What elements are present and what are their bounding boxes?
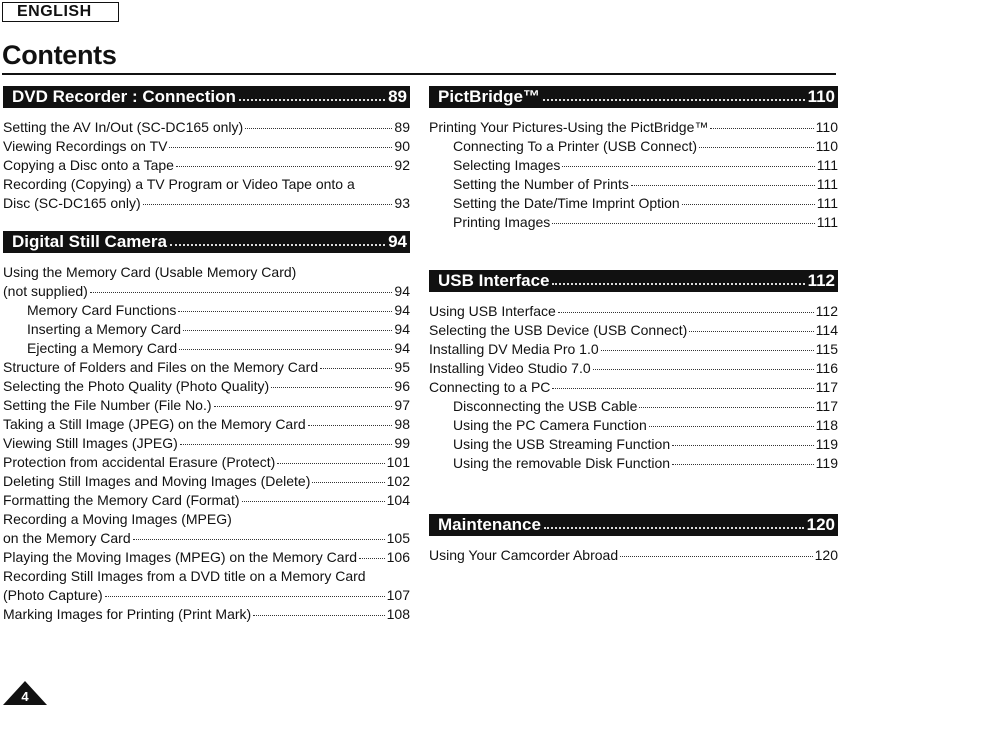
toc-list-dvd-recorder bbox=[3, 118, 410, 213]
toc-entry-title: Viewing Recordings on TV bbox=[3, 138, 168, 154]
toc-entry-page: 117 bbox=[815, 398, 838, 414]
toc-entry-title: Viewing Still Images (JPEG) bbox=[3, 435, 178, 451]
toc-entry-title: Using the removable Disk Function bbox=[453, 455, 671, 471]
dot-leader bbox=[552, 388, 813, 389]
dot-leader bbox=[649, 426, 814, 427]
toc-entry[interactable] bbox=[429, 137, 838, 156]
dot-leader bbox=[176, 166, 392, 167]
toc-entry-page: 94 bbox=[394, 302, 410, 318]
page-title: Contents bbox=[2, 40, 117, 70]
toc-entry[interactable] bbox=[3, 339, 410, 358]
toc-entry-title: Ejecting a Memory Card bbox=[27, 340, 178, 356]
toc-entry-title: Using the PC Camera Function bbox=[453, 417, 647, 433]
toc-entry-page: 94 bbox=[394, 321, 410, 337]
dot-leader bbox=[253, 615, 384, 616]
toc-entry-page: 111 bbox=[816, 195, 838, 211]
toc-entry-page: 106 bbox=[386, 549, 410, 565]
dot-leader bbox=[90, 292, 393, 293]
toc-entry-title: Structure of Folders and Files on the Memory Card bbox=[3, 359, 319, 375]
dot-leader bbox=[214, 406, 393, 407]
dot-leader bbox=[105, 596, 385, 597]
toc-entry[interactable] bbox=[3, 301, 410, 320]
dot-leader bbox=[245, 128, 392, 129]
toc-entry-title: (not supplied) bbox=[3, 283, 88, 299]
toc-entry-title: Connecting to a PC bbox=[429, 379, 551, 395]
dot-leader bbox=[682, 204, 815, 205]
dot-leader bbox=[277, 463, 384, 464]
toc-list-pictbridge bbox=[429, 118, 838, 232]
dot-leader bbox=[601, 350, 814, 351]
toc-entry-page: 96 bbox=[394, 378, 410, 394]
toc-entry[interactable] bbox=[429, 359, 838, 378]
toc-entry-line[interactable]: Recording (Copying) a TV Program or Video Tape onto a bbox=[3, 176, 355, 192]
toc-entry-page: 97 bbox=[394, 397, 410, 413]
toc-entry[interactable] bbox=[3, 358, 410, 377]
dot-leader bbox=[271, 387, 392, 388]
toc-entry[interactable] bbox=[3, 529, 410, 548]
dot-leader bbox=[320, 368, 392, 369]
toc-entry-title: (Photo Capture) bbox=[3, 587, 103, 603]
toc-entry[interactable] bbox=[3, 434, 410, 453]
toc-entry-page: 110 bbox=[815, 119, 838, 135]
toc-entry-page: 115 bbox=[815, 341, 838, 357]
toc-entry[interactable] bbox=[3, 472, 410, 491]
toc-entry-title: Using the USB Streaming Function bbox=[453, 436, 671, 452]
toc-entry-title: Printing Images bbox=[453, 214, 551, 230]
toc-entry[interactable] bbox=[3, 491, 410, 510]
toc-entry-page: 111 bbox=[816, 214, 838, 230]
toc-entry[interactable] bbox=[429, 156, 838, 175]
toc-list-digital-still-camera bbox=[3, 263, 410, 624]
toc-entry[interactable] bbox=[3, 415, 410, 434]
language-label: ENGLISH bbox=[2, 2, 119, 22]
toc-entry[interactable] bbox=[3, 377, 410, 396]
dot-leader bbox=[180, 444, 393, 445]
toc-entry-page: 119 bbox=[815, 436, 838, 452]
toc-entry[interactable] bbox=[429, 454, 838, 473]
dot-leader bbox=[133, 539, 385, 540]
section-header-dvd-recorder[interactable]: DVD Recorder : Connection 89 bbox=[3, 86, 410, 108]
toc-entry[interactable] bbox=[429, 546, 838, 565]
toc-list-maintenance bbox=[429, 546, 838, 565]
toc-entry-page: 94 bbox=[394, 283, 410, 299]
toc-entry-title: Selecting Images bbox=[453, 157, 561, 173]
toc-entry-page: 105 bbox=[386, 530, 410, 546]
toc-entry-title: Taking a Still Image (JPEG) on the Memory Card bbox=[3, 416, 306, 432]
toc-entry[interactable] bbox=[3, 137, 410, 156]
toc-entry-title: Connecting To a Printer (USB Connect) bbox=[453, 138, 698, 154]
toc-entry[interactable] bbox=[429, 302, 838, 321]
toc-entry-title: Playing the Moving Images (MPEG) on the Memory Card bbox=[3, 549, 358, 565]
toc-entry-title: Using Your Camcorder Abroad bbox=[429, 547, 619, 563]
dot-leader bbox=[562, 166, 814, 167]
dot-leader bbox=[183, 330, 392, 331]
toc-entry-title: Installing Video Studio 7.0 bbox=[429, 360, 591, 376]
toc-entry-title: Using USB Interface bbox=[429, 303, 556, 319]
toc-entry-page: 95 bbox=[394, 359, 410, 375]
toc-entry[interactable] bbox=[429, 340, 838, 359]
toc-entry-title: Copying a Disc onto a Tape bbox=[3, 157, 174, 173]
dot-leader bbox=[699, 147, 814, 148]
section-header-pictbridge[interactable]: PictBridge™ 110 bbox=[429, 86, 838, 108]
toc-entry[interactable] bbox=[3, 605, 410, 624]
toc-entry[interactable] bbox=[3, 282, 410, 301]
toc-entry-title: Setting the Date/Time Imprint Option bbox=[453, 195, 680, 211]
toc-list-usb-interface bbox=[429, 302, 838, 473]
dot-leader bbox=[672, 445, 814, 446]
toc-entry-line[interactable]: Using the Memory Card (Usable Memory Card) bbox=[3, 264, 297, 280]
section-header-usb-interface[interactable]: USB Interface 112 bbox=[429, 270, 838, 292]
toc-entry-title: Installing DV Media Pro 1.0 bbox=[429, 341, 599, 357]
toc-entry-line[interactable]: Recording a Moving Images (MPEG) bbox=[3, 511, 232, 527]
dot-leader bbox=[639, 407, 813, 408]
toc-entry[interactable] bbox=[429, 435, 838, 454]
dot-leader bbox=[689, 331, 813, 332]
toc-entry-title: Selecting the USB Device (USB Connect) bbox=[429, 322, 688, 338]
toc-entry-page: 111 bbox=[816, 157, 838, 173]
toc-entry[interactable] bbox=[3, 548, 410, 567]
toc-entry[interactable] bbox=[3, 194, 410, 213]
toc-entry-title: Inserting a Memory Card bbox=[27, 321, 182, 337]
dot-leader bbox=[179, 349, 392, 350]
toc-entry-page: 101 bbox=[386, 454, 410, 470]
toc-entry-title: Setting the Number of Prints bbox=[453, 176, 629, 192]
toc-entry[interactable] bbox=[3, 320, 410, 339]
toc-entry[interactable] bbox=[429, 378, 838, 397]
toc-entry-page: 119 bbox=[815, 455, 838, 471]
toc-entry-page: 111 bbox=[816, 176, 838, 192]
toc-entry-page: 90 bbox=[394, 138, 410, 154]
toc-entry[interactable] bbox=[429, 397, 838, 416]
toc-entry-title: Disconnecting the USB Cable bbox=[453, 398, 638, 414]
toc-left-column bbox=[3, 86, 410, 624]
toc-entry-title: Disc (SC-DC165 only) bbox=[3, 195, 141, 211]
dot-leader bbox=[178, 311, 392, 312]
dot-leader bbox=[672, 464, 814, 465]
toc-entry-page: 104 bbox=[386, 492, 410, 508]
toc-entry-title: Printing Your Pictures-Using the PictBridge™ bbox=[429, 119, 709, 135]
toc-entry[interactable] bbox=[429, 321, 838, 340]
toc-entry[interactable] bbox=[429, 213, 838, 232]
page-number-marker bbox=[2, 680, 48, 706]
toc-entry-page: 117 bbox=[815, 379, 838, 395]
toc-entry-page: 98 bbox=[394, 416, 410, 432]
dot-leader bbox=[558, 312, 814, 313]
toc-entry[interactable] bbox=[3, 118, 410, 137]
toc-entry-title: Formatting the Memory Card (Format) bbox=[3, 492, 240, 508]
toc-entry-title: Setting the AV In/Out (SC-DC165 only) bbox=[3, 119, 244, 135]
toc-entry-line[interactable]: Recording Still Images from a DVD title on a Memory Card bbox=[3, 568, 366, 584]
toc-entry-page: 112 bbox=[815, 303, 838, 319]
dot-leader bbox=[620, 556, 813, 557]
toc-entry-page: 94 bbox=[394, 340, 410, 356]
toc-entry-title: Marking Images for Printing (Print Mark) bbox=[3, 606, 252, 622]
dot-leader bbox=[552, 223, 814, 224]
dot-leader bbox=[359, 558, 385, 559]
toc-entry[interactable] bbox=[429, 175, 838, 194]
toc-entry[interactable] bbox=[429, 118, 838, 137]
dot-leader bbox=[169, 147, 392, 148]
dot-leader bbox=[312, 482, 384, 483]
toc-entry[interactable] bbox=[429, 194, 838, 213]
toc-entry-page: 118 bbox=[815, 417, 838, 433]
toc-entry-page: 114 bbox=[815, 322, 838, 338]
toc-entry-page: 116 bbox=[815, 360, 838, 376]
title-rule bbox=[2, 73, 836, 75]
dot-leader bbox=[710, 128, 813, 129]
dot-leader bbox=[631, 185, 815, 186]
toc-entry-page: 99 bbox=[394, 435, 410, 451]
toc-entry[interactable] bbox=[3, 586, 410, 605]
toc-entry[interactable] bbox=[429, 416, 838, 435]
section-header-maintenance[interactable]: Maintenance 120 bbox=[429, 514, 838, 536]
toc-entry[interactable] bbox=[3, 396, 410, 415]
toc-entry[interactable] bbox=[3, 453, 410, 472]
toc-entry-title: Protection from accidental Erasure (Protect) bbox=[3, 454, 276, 470]
toc-entry-page: 108 bbox=[386, 606, 410, 622]
toc-right-column bbox=[429, 86, 838, 565]
toc-entry-page: 93 bbox=[394, 195, 410, 211]
toc-entry-title: Selecting the Photo Quality (Photo Quality) bbox=[3, 378, 270, 394]
dot-leader bbox=[308, 425, 393, 426]
toc-entry-title: Memory Card Functions bbox=[27, 302, 177, 318]
toc-entry-page: 120 bbox=[814, 547, 838, 563]
toc-entry-title: Deleting Still Images and Moving Images (Delete) bbox=[3, 473, 311, 489]
toc-entry-title: on the Memory Card bbox=[3, 530, 131, 546]
toc-entry-page: 89 bbox=[394, 119, 410, 135]
page-number: 4 bbox=[21, 689, 29, 704]
dot-leader bbox=[143, 204, 393, 205]
toc-entry-page: 102 bbox=[386, 473, 410, 489]
dot-leader bbox=[593, 369, 814, 370]
toc-entry-title: Setting the File Number (File No.) bbox=[3, 397, 212, 413]
toc-entry-page: 92 bbox=[394, 157, 410, 173]
section-header-digital-still-camera[interactable]: Digital Still Camera 94 bbox=[3, 231, 410, 253]
toc-entry[interactable] bbox=[3, 156, 410, 175]
dot-leader bbox=[242, 501, 385, 502]
toc-entry-page: 110 bbox=[815, 138, 838, 154]
toc-entry-page: 107 bbox=[386, 587, 410, 603]
